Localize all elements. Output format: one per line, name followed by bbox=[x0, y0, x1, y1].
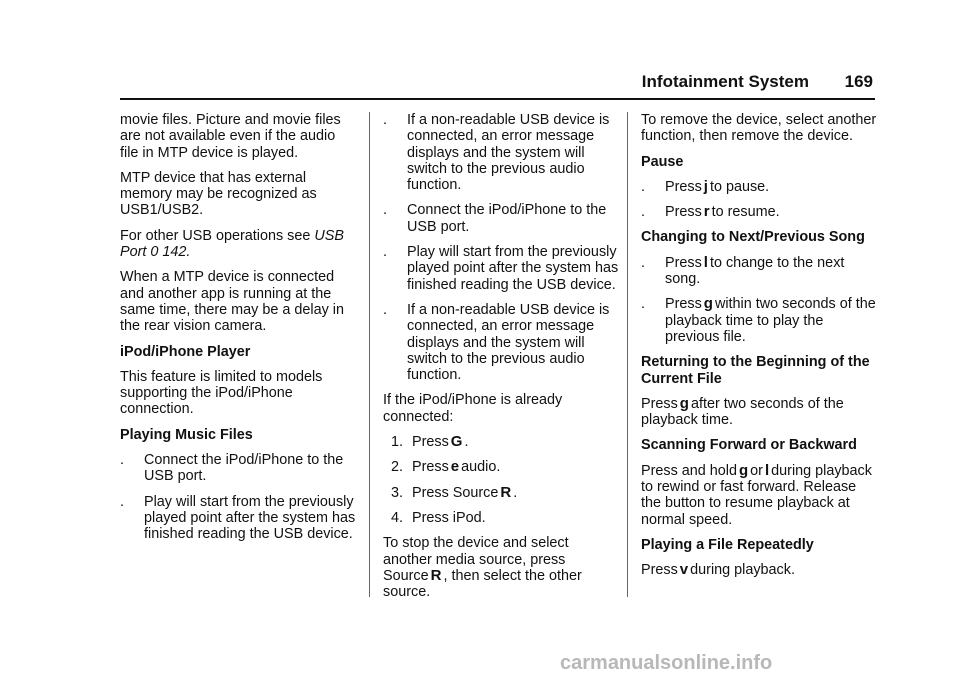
text: Connect the iPod/iPhone to the USB port. bbox=[407, 202, 607, 235]
list-item bbox=[383, 244, 619, 293]
usb-port-link[interactable]: USB Port bbox=[120, 227, 344, 261]
list-item bbox=[641, 179, 877, 195]
heading: iPod/iPhone Player bbox=[120, 343, 251, 360]
page-header bbox=[120, 70, 875, 96]
text: Press bbox=[665, 254, 702, 271]
text: . bbox=[513, 484, 518, 501]
step bbox=[391, 485, 619, 501]
heading: Returning to the Beginning of the Current File bbox=[641, 354, 870, 387]
column-3 bbox=[641, 112, 877, 588]
step-number: 3. bbox=[391, 484, 404, 501]
bullet: . bbox=[383, 244, 387, 261]
text: If a non-readable USB device is connected, an error message displays and the system will switch to the previous audio function. bbox=[407, 112, 610, 194]
play-icon: r bbox=[703, 203, 710, 221]
text: within two seconds of the playback time to play the previous file. bbox=[665, 296, 876, 345]
next-track-icon: l bbox=[703, 253, 708, 271]
text: after two seconds of the playback time. bbox=[641, 395, 844, 429]
paragraph bbox=[120, 228, 356, 261]
text: Press bbox=[665, 296, 702, 313]
source-dropdown-icon: R bbox=[500, 483, 512, 501]
heading: Playing a File Repeatedly bbox=[641, 536, 814, 553]
text: Press bbox=[641, 562, 678, 579]
bullet: . bbox=[641, 296, 645, 313]
text: Press bbox=[665, 178, 702, 195]
audio-icon: e bbox=[450, 458, 460, 476]
text: to pause. bbox=[709, 178, 770, 195]
list-item bbox=[641, 204, 877, 220]
list-item bbox=[120, 494, 356, 543]
text: . bbox=[464, 434, 469, 451]
text: Play will start from the previously played point after the system has finished reading the USB device. bbox=[144, 493, 356, 543]
paragraph: MTP device that has external memory may be recognized as USB1/USB2. bbox=[120, 169, 317, 219]
list-item bbox=[641, 296, 877, 345]
text: To stop the device and select another media source, press Source bbox=[383, 535, 569, 584]
section-title: Infotainment System bbox=[641, 72, 809, 91]
previous-track-icon: g bbox=[739, 461, 749, 479]
text: Connect the iPod/iPhone to the USB port. bbox=[144, 452, 344, 485]
header-rule bbox=[120, 98, 875, 100]
list-item bbox=[383, 112, 619, 193]
text: during playback to rewind or fast forward. Release the button to resume playback at normal speed. bbox=[641, 462, 872, 528]
paragraph bbox=[383, 535, 619, 600]
text: to resume. bbox=[711, 204, 780, 221]
bullet: . bbox=[383, 112, 387, 128]
home-icon: G bbox=[450, 433, 463, 451]
column-1 bbox=[120, 112, 356, 552]
list-item bbox=[120, 452, 356, 485]
text: Press bbox=[412, 459, 449, 476]
text: Play will start from the previously played point after the system has finished reading the USB device. bbox=[407, 244, 619, 293]
text: Press bbox=[665, 204, 702, 221]
list-item bbox=[383, 202, 619, 235]
heading: Playing Music Files bbox=[120, 426, 253, 443]
bullet: . bbox=[383, 301, 387, 318]
paragraph bbox=[641, 396, 877, 429]
text: If a non-readable USB device is connected, an error message displays and the system will switch to the previous audio function. bbox=[407, 301, 610, 384]
text: Press iPod. bbox=[412, 509, 486, 526]
step-number: 4. bbox=[391, 509, 404, 526]
paragraph: When a MTP device is connected and another app is running at the same time, there may be a delay in the rear vision camera. bbox=[120, 269, 344, 335]
step bbox=[391, 459, 619, 475]
bullet: . bbox=[641, 204, 645, 221]
text: Press and hold bbox=[641, 462, 737, 479]
previous-track-icon: g bbox=[679, 394, 689, 412]
page-number: 169 bbox=[844, 72, 873, 91]
source-dropdown-icon: R bbox=[430, 566, 442, 584]
page-ref[interactable]: 142. bbox=[162, 244, 191, 261]
page-ref-arrow-icon: 0 bbox=[150, 244, 159, 261]
pause-icon: j bbox=[703, 177, 708, 195]
column-divider bbox=[369, 112, 370, 597]
paragraph: To remove the device, select another function, then remove the device. bbox=[641, 112, 877, 145]
column-divider bbox=[627, 112, 628, 597]
heading: Scanning Forward or Backward bbox=[641, 437, 857, 454]
step-number: 1. bbox=[391, 434, 404, 451]
paragraph: This feature is limited to models supporting the iPod/iPhone connection. bbox=[120, 368, 323, 418]
previous-track-icon: g bbox=[703, 295, 713, 313]
text: during playback. bbox=[690, 562, 795, 579]
watermark: carmanualsonline.info bbox=[560, 652, 773, 674]
next-track-icon: l bbox=[764, 461, 770, 479]
step bbox=[391, 510, 619, 526]
bullet: . bbox=[120, 493, 124, 510]
text: to change to the next song. bbox=[665, 254, 845, 288]
bullet: . bbox=[641, 254, 645, 271]
paragraph bbox=[641, 463, 877, 528]
paragraph bbox=[641, 562, 877, 578]
list-item bbox=[383, 302, 619, 383]
text: audio. bbox=[461, 459, 501, 476]
list-item bbox=[641, 255, 877, 288]
text: or bbox=[750, 462, 763, 479]
step bbox=[391, 434, 619, 450]
text: , then select the other source. bbox=[383, 567, 582, 601]
heading: Pause bbox=[641, 153, 684, 170]
step-number: 2. bbox=[391, 459, 404, 476]
paragraph: movie files. Picture and movie files are not available even if the audio file in MTP device is played. bbox=[120, 112, 341, 161]
heading: Changing to Next/Previous Song bbox=[641, 229, 865, 246]
paragraph: If the iPod/iPhone is already connected: bbox=[383, 392, 563, 425]
text: Press bbox=[641, 395, 678, 412]
bullet: . bbox=[383, 202, 387, 219]
text: Press Source bbox=[412, 484, 499, 501]
repeat-icon: v bbox=[679, 561, 689, 579]
column-2 bbox=[383, 112, 619, 609]
bullet: . bbox=[641, 178, 645, 195]
text: Press bbox=[412, 434, 449, 451]
bullet: . bbox=[120, 452, 124, 469]
text: For other USB operations see bbox=[120, 227, 315, 244]
